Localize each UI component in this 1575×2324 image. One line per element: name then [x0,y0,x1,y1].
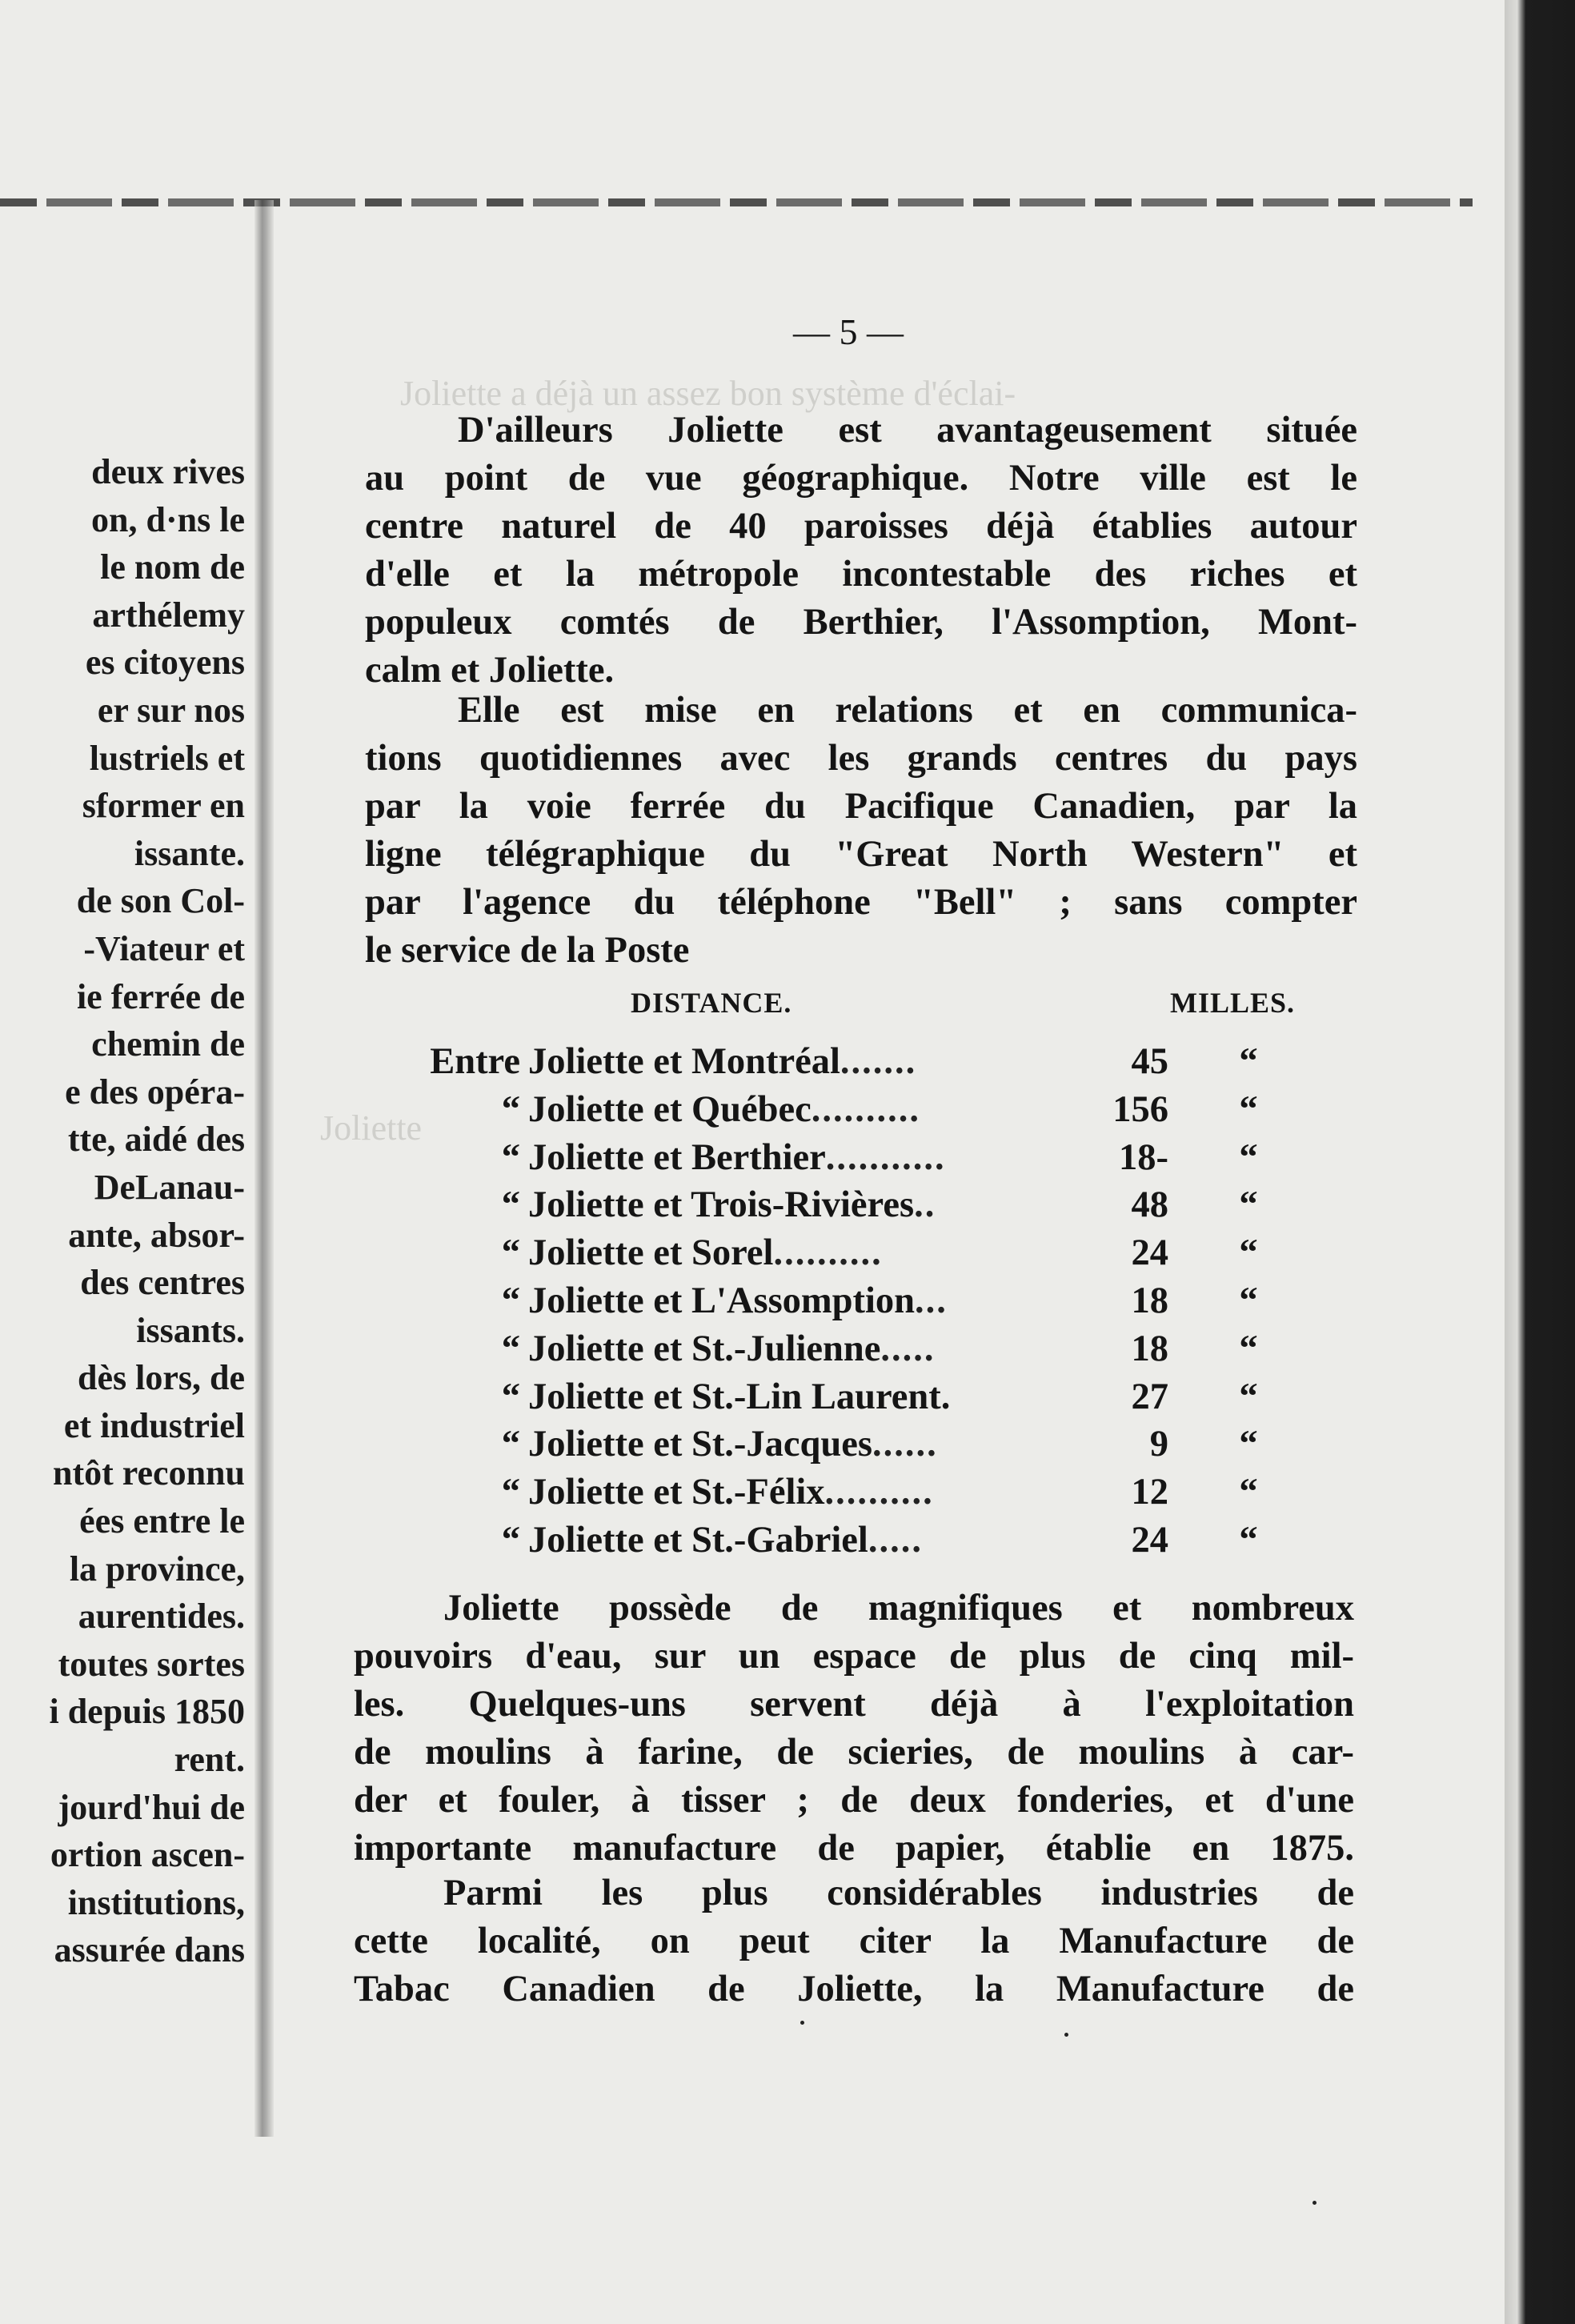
row-ditto-mark: “ [1239,1041,1258,1082]
left-column-line: ante, absor- [68,1215,245,1255]
row-ditto-mark: “ [1239,1232,1258,1274]
row-prefix: “ [501,1519,520,1561]
left-column-line: deux rives [91,452,245,491]
left-column-line: arthélemy [92,595,245,635]
row-miles: 156 [1112,1088,1168,1130]
row-miles: 48 [1131,1184,1168,1226]
row-ditto-mark: “ [1239,1376,1258,1417]
table-row [392,1423,1321,1471]
paragraph-water-power [354,1585,1354,1873]
left-column-line: on, d·ns le [91,499,245,539]
text-line: Elle est mise en relations et en communica- [458,690,1357,731]
paragraph-industries [354,1869,1354,2013]
top-rule [0,198,1473,206]
left-column-line: assurée dans [54,1930,245,1970]
table-row [392,1280,1321,1328]
text-line: le service de la Poste [365,930,690,971]
scan-edge [1505,0,1575,2324]
route-name: Joliette et St.-Félix [528,1472,825,1513]
row-miles: 24 [1131,1519,1168,1561]
route-name: Joliette et St.-Julienne [528,1328,881,1369]
leader-dots: .......... [811,1088,921,1130]
text-line: D'ailleurs Joliette est avantageusement située [458,410,1357,451]
text-line: Parmi les plus considérables industries de [443,1873,1354,1913]
route-name: Joliette et Sorel [528,1232,774,1274]
route-name: Joliette et St.-Jacques [528,1424,873,1465]
left-column-line: dès lors, de [78,1358,245,1398]
scan-speck [1312,2201,1317,2205]
row-miles: 24 [1131,1232,1168,1274]
row-miles: 18 [1131,1328,1168,1369]
left-column-line: er sur nos [97,690,245,730]
text-line: tions quotidiennes avec les grands centres du pays [365,738,1357,779]
table-row [392,1232,1321,1280]
text-line: ligne télégraphique du "Great North Western" et [365,834,1357,875]
left-column-line: lustriels et [89,738,245,778]
left-column-line: ées entre le [79,1501,245,1541]
left-column-line: issants. [136,1310,245,1350]
bleed-through-text: Joliette a déjà un assez bon système d'éclai- [400,374,1016,413]
left-column-line: ntôt reconnu [53,1453,245,1493]
left-page-column [0,448,256,1974]
leader-dots: .......... [773,1232,883,1274]
row-ditto-mark: “ [1239,1184,1258,1226]
route-name: Joliette et L'Assomption [528,1280,916,1321]
row-route [528,1136,1088,1179]
row-miles: 18- [1119,1136,1168,1178]
text-line: au point de vue géographique. Notre ville est le [365,458,1357,499]
row-prefix: “ [501,1088,520,1130]
text-line: centre naturel de 40 paroisses déjà établies autour [365,506,1357,547]
left-column-line: DeLanau- [94,1167,245,1207]
left-column-line: chemin de [91,1024,245,1064]
route-name: Joliette et Montréal [528,1041,840,1082]
row-prefix: “ [501,1376,520,1417]
text-line: par l'agence du téléphone "Bell" ; sans compter [365,882,1357,923]
left-column-line: aurentides. [78,1597,245,1637]
scan-speck [1064,2033,1068,2037]
left-column-line: rent. [174,1740,245,1780]
distance-table [392,1040,1321,1567]
left-column-line: le nom de [100,547,245,587]
left-column-line: es citoyens [85,643,245,683]
text-line: importante manufacture de papier, établie en 1875. [354,1828,1354,1869]
table-row [392,1471,1321,1519]
left-column-line: de son Col- [76,881,245,921]
left-column-line: jourd'hui de [58,1787,245,1827]
route-name: Joliette et St.-Lin Laurent. [528,1376,951,1417]
page-number: — 5 — [793,311,904,352]
left-column-line: i depuis 1850 [49,1692,245,1732]
row-ditto-mark: “ [1239,1472,1258,1513]
row-route [528,1471,1088,1513]
row-miles: 18 [1131,1280,1168,1321]
left-column-line: sformer en [82,786,245,826]
row-route [528,1376,1088,1418]
row-prefix: “ [501,1328,520,1369]
row-route [528,1280,1088,1322]
row-miles: 9 [1149,1424,1168,1465]
left-column-line: et industriel [63,1405,245,1445]
row-prefix: “ [501,1184,520,1226]
paragraph-communications [365,687,1357,975]
left-column-line: -Viateur et [83,928,245,968]
left-column-line: ortion ascen- [50,1835,245,1875]
table-row [392,1328,1321,1376]
table-header-miles: MILLES. [1170,987,1296,1019]
row-route [528,1040,1088,1083]
left-column-line: e des opéra- [65,1072,245,1112]
row-prefix: Entre [430,1041,520,1082]
route-name: Joliette et Québec [528,1088,812,1130]
row-route [528,1088,1088,1131]
row-ditto-mark: “ [1239,1088,1258,1130]
left-column-line: des centres [80,1263,245,1303]
leader-dots: ....... [840,1041,917,1082]
table-header-distance: DISTANCE. [631,987,792,1019]
table-row [392,1136,1321,1184]
table-row [392,1088,1321,1136]
leader-dots: ...... [872,1424,938,1465]
text-line: cette localité, on peut citer la Manufacture de [354,1921,1354,1961]
text-line: Joliette possède de magnifiques et nombreux [443,1588,1354,1629]
leader-dots: .......... [824,1472,934,1513]
table-row [392,1040,1321,1088]
left-column-line: tte, aidé des [67,1120,245,1160]
text-line: pouvoirs d'eau, sur un espace de plus de cinq mil- [354,1636,1354,1677]
row-ditto-mark: “ [1239,1136,1258,1178]
row-route [528,1519,1088,1561]
text-line: populeux comtés de Berthier, l'Assomption, Mont- [365,602,1357,643]
row-prefix: “ [501,1424,520,1465]
row-ditto-mark: “ [1239,1424,1258,1465]
table-row [392,1184,1321,1232]
row-ditto-mark: “ [1239,1328,1258,1369]
row-route [528,1328,1088,1370]
text-line: der et fouler, à tisser ; de deux fonderies, et d'une [354,1780,1354,1821]
leader-dots: ... [915,1280,948,1321]
row-ditto-mark: “ [1239,1519,1258,1561]
leader-dots: ........... [825,1136,946,1178]
row-miles: 27 [1131,1376,1168,1417]
row-miles: 45 [1131,1041,1168,1082]
table-row [392,1519,1321,1567]
row-prefix: “ [501,1472,520,1513]
book-gutter [254,200,274,2137]
leader-dots: ..... [880,1328,936,1369]
route-name: Joliette et St.-Gabriel [528,1519,868,1561]
leader-dots: ..... [868,1519,923,1561]
row-prefix: “ [501,1232,520,1274]
left-column-line: issante. [134,833,245,873]
route-name: Joliette et Berthier [528,1136,826,1178]
table-row [392,1376,1321,1424]
text-line: par la voie ferrée du Pacifique Canadien, par la [365,786,1357,827]
left-column-line: la province, [69,1549,245,1589]
scan-speck [800,2021,804,2025]
text-line: les. Quelques-uns servent déjà à l'exploitation [354,1684,1354,1725]
row-route [528,1232,1088,1274]
text-line: calm et Joliette. [365,650,615,691]
text-line: Tabac Canadien de Joliette, la Manufacture de [354,1969,1354,2009]
row-route [528,1184,1088,1226]
left-column-line: ie ferrée de [76,976,245,1016]
row-miles: 12 [1131,1472,1168,1513]
left-column-line: toutes sortes [58,1644,245,1684]
left-column-line: institutions, [67,1882,245,1922]
bleed-through-text: Joliette [320,1108,423,1148]
text-line: de moulins à farine, de scieries, de moulins à car- [354,1732,1354,1773]
text-line: d'elle et la métropole incontestable des riches et [365,554,1357,595]
paragraph-geography [365,407,1357,695]
row-ditto-mark: “ [1239,1280,1258,1321]
row-route [528,1423,1088,1465]
leader-dots: .. [914,1184,936,1226]
route-name: Joliette et Trois-Rivières [528,1184,915,1226]
row-prefix: “ [501,1136,520,1178]
row-prefix: “ [501,1280,520,1321]
